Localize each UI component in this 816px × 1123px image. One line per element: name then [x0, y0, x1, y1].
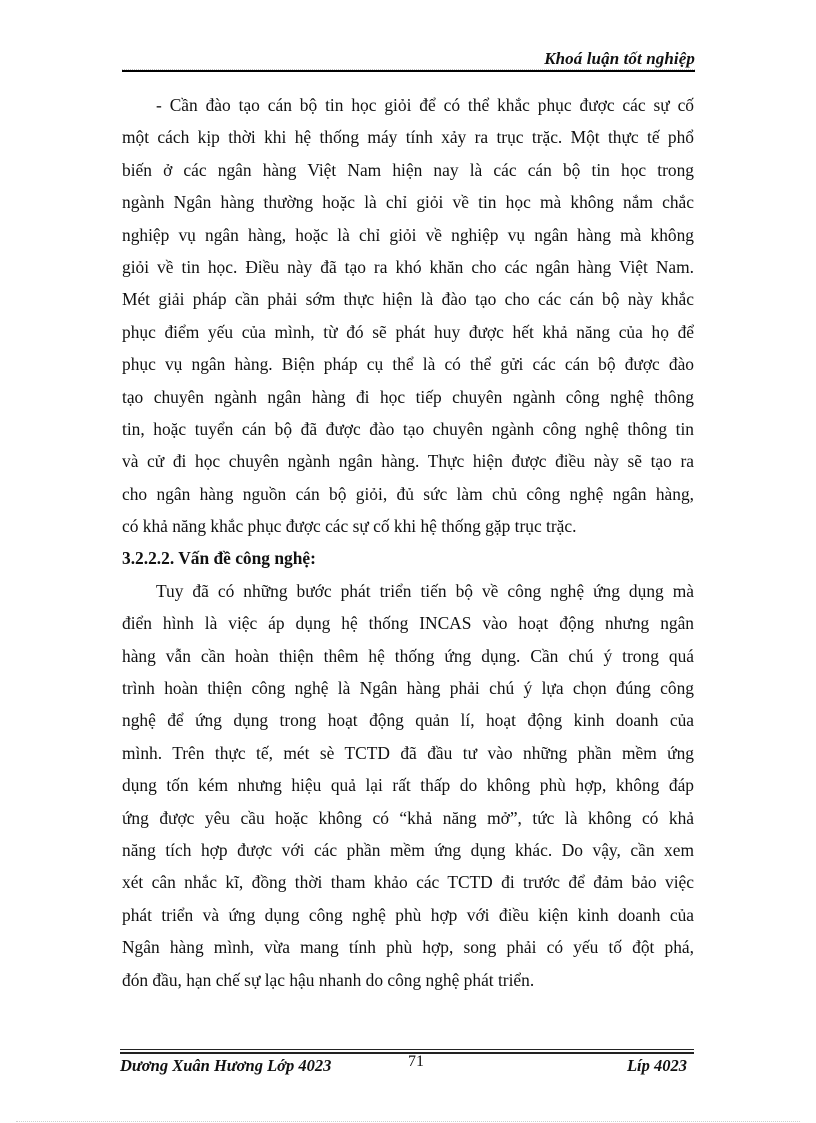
paragraph-staff-training [122, 89, 694, 542]
text-line: điển hình là việc áp dụng hệ thống INCAS vào hoạt động nhưng ngân [122, 613, 694, 634]
text-line: dụng tốn kém nhưng hiệu quả lại rất thấp do không phù hợp, không đáp [122, 775, 694, 796]
text-line: tạo chuyên ngành ngân hàng đi học tiếp chuyên ngành công nghệ thông [122, 386, 694, 407]
text-line: nghiệp vụ ngân hàng, hoặc là chỉ giỏi về nghiệp vụ ngân hàng mà không [122, 224, 694, 245]
footer-author: Dương Xuân Hương Lớp 4023 [120, 1056, 332, 1075]
text-line: phục vụ ngân hàng. Biện pháp cụ thể là có thể gửi các cán bộ được đào [122, 354, 694, 375]
text-line: biến ở các ngân hàng Việt Nam hiện nay là các cán bộ tin học trong [122, 159, 694, 180]
text-line: phục điểm yếu của mình, từ đó sẽ phát huy được hết khả năng của họ để [122, 321, 694, 342]
text-line: ngành Ngân hàng thường hoặc là chỉ giỏi về tin học mà không nắm chắc [122, 192, 694, 213]
text-line: mình. Trên thực tế, mét sè TCTD đã đầu tư vào những phần mềm ứng [122, 742, 694, 763]
text-line: tin, hoặc tuyển cán bộ đã được đào tạo chuyên ngành công nghệ thông tin [122, 418, 694, 439]
text-line: Mét giải pháp cần phải sớm thực hiện là đào tạo cho các cán bộ này khắc [122, 289, 694, 310]
section-heading: 3.2.2.2. Vấn đề công nghệ: [122, 548, 316, 569]
text-line: và cử đi học chuyên ngành ngân hàng. Thực hiện được điều này sẽ tạo ra [122, 451, 694, 472]
text-line: nghệ để ứng dụng trong hoạt động quản lí, hoạt động kinh doanh của [122, 710, 694, 731]
paragraph-technology-issue [122, 575, 694, 996]
page-edge-dotted [16, 1121, 800, 1122]
page-number: 71 [408, 1053, 424, 1070]
text-line: có khả năng khắc phục được các sự cố khi hệ thống gặp trục trặc. [122, 516, 577, 537]
text-line: phát triển và ứng dụng công nghệ phù hợp với điều kiện kinh doanh của [122, 904, 694, 925]
text-line: một cách kịp thời khi hệ thống máy tính xảy ra trục trặc. Một thực tế phổ [122, 127, 694, 148]
footer-class-label: Líp 4023 [626, 1056, 687, 1075]
header-rule [122, 70, 695, 72]
text-line: ứng được yêu cầu hoặc không có “khả năng mở”, tức là không có khả [122, 807, 694, 828]
text-line: Tuy đã có những bước phát triển tiến bộ về công nghệ ứng dụng mà [156, 580, 694, 601]
text-line: trình hoàn thiện công nghệ là Ngân hàng phải chú ý lựa chọn đúng công [122, 678, 694, 699]
text-line: hàng vẫn cần hoàn thiện thêm hệ thống ứng dụng. Cần chú ý trong quá [122, 645, 694, 666]
text-line: năng tích hợp được với các phần mềm ứng dụng khác. Do vậy, cần xem [122, 839, 694, 860]
text-line: - Cần đào tạo cán bộ tin học giỏi để có thể khắc phục được các sự cố [156, 95, 694, 115]
text-line: Ngân hàng mình, vừa mang tính phù hợp, song phải có yếu tố đột phá, [122, 937, 694, 958]
text-line: đón đầu, hạn chế sự lạc hậu nhanh do công nghệ phát triển. [122, 969, 535, 990]
footer-rule-thick [120, 1052, 694, 1054]
body-text [122, 89, 694, 996]
text-line: cho ngân hàng nguồn cán bộ giỏi, đủ sức làm chủ công nghệ ngân hàng, [122, 483, 694, 504]
text-line: xét cân nhắc kĩ, đồng thời tham khảo các TCTD đi trước để đảm bảo việc [122, 872, 694, 893]
footer-rule-thin [120, 1049, 694, 1050]
text-line: giỏi về tin học. Điều này đã tạo ra khó khăn cho các ngân hàng Việt Nam. [122, 256, 694, 277]
running-header-title: Khoá luận tốt nghiệp [544, 49, 695, 68]
